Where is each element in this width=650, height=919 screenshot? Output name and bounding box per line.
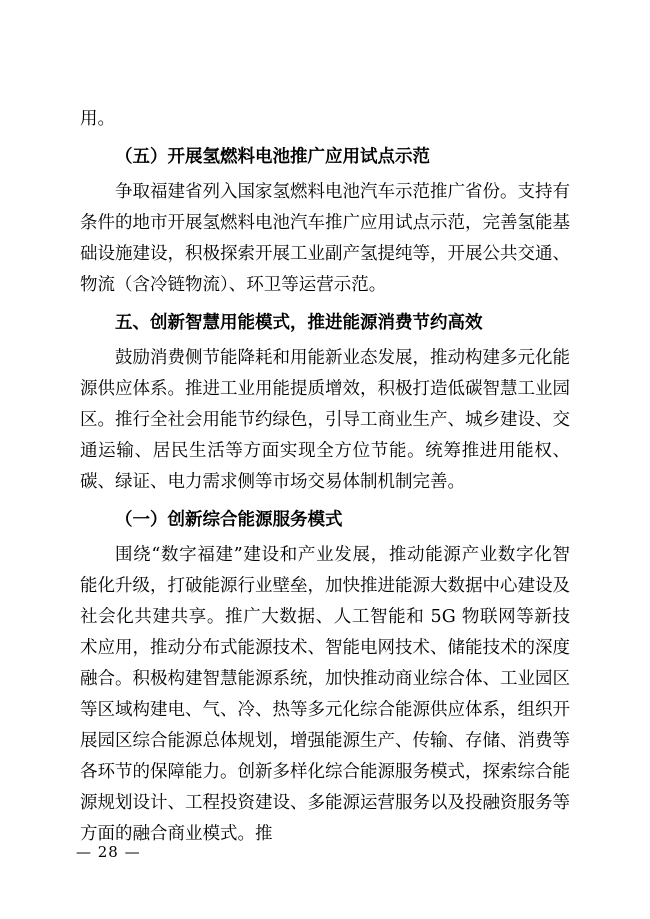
body-paragraph: 鼓励消费侧节能降耗和用能新业态发展，推动构建多元化能源供应体系。推进工业用能提质增效，积极打造低碳智慧工业园区。推行全社会用能节约绿色，引导工商业生产、城乡建设、交通运输、居民生活等方面实现全方位节能。统筹推进用能权、碳、绿证、电力需求侧等市场交易体制机制完善。 (80, 348, 570, 492)
section-heading: 五、创新智慧用能模式，推进能源消费节约高效 (115, 313, 483, 333)
document-content (80, 104, 570, 850)
page-number: — 28 — (76, 843, 141, 861)
paragraph-continuation: 用。 (80, 109, 115, 129)
subsection-heading-5: （五）开展氢燃料电池推广应用试点示范 (115, 147, 430, 167)
subsection-heading-1: （一）创新综合能源服务模式 (115, 510, 343, 530)
body-paragraph: 围绕“数字福建”建设和产业发展，推动能源产业数字化智能化升级，打破能源行业壁垒，加快推进能源大数据中心建设及社会化共建共享。推广大数据、人工智能和 5G 物联网等新技术应用，推动分布式能源技术、智能电网技术、储能技术的深度融合。积极构建智慧能源系统，加快推动商业综合体、工业园区等区域构建电、气、冷、热等多元化综合能源供应体系，组织开展园区综合能源总体规划，增强能源生产、传输、存储、消费等各环节的保障能力。创新多样化综合能源服务模式，探索综合能源规划设计、工程投资建设、多能源运营服务以及投融资服务等方面的融合商业模式。推 (80, 545, 570, 844)
body-paragraph: 争取福建省列入国家氢燃料电池汽车示范推广省份。支持有条件的地市开展氢燃料电池汽车推广应用试点示范，完善氢能基础设施建设，积极探索开展工业副产氢提纯等，开展公共交通、物流（含冷链物流）、环卫等运营示范。 (80, 182, 570, 295)
